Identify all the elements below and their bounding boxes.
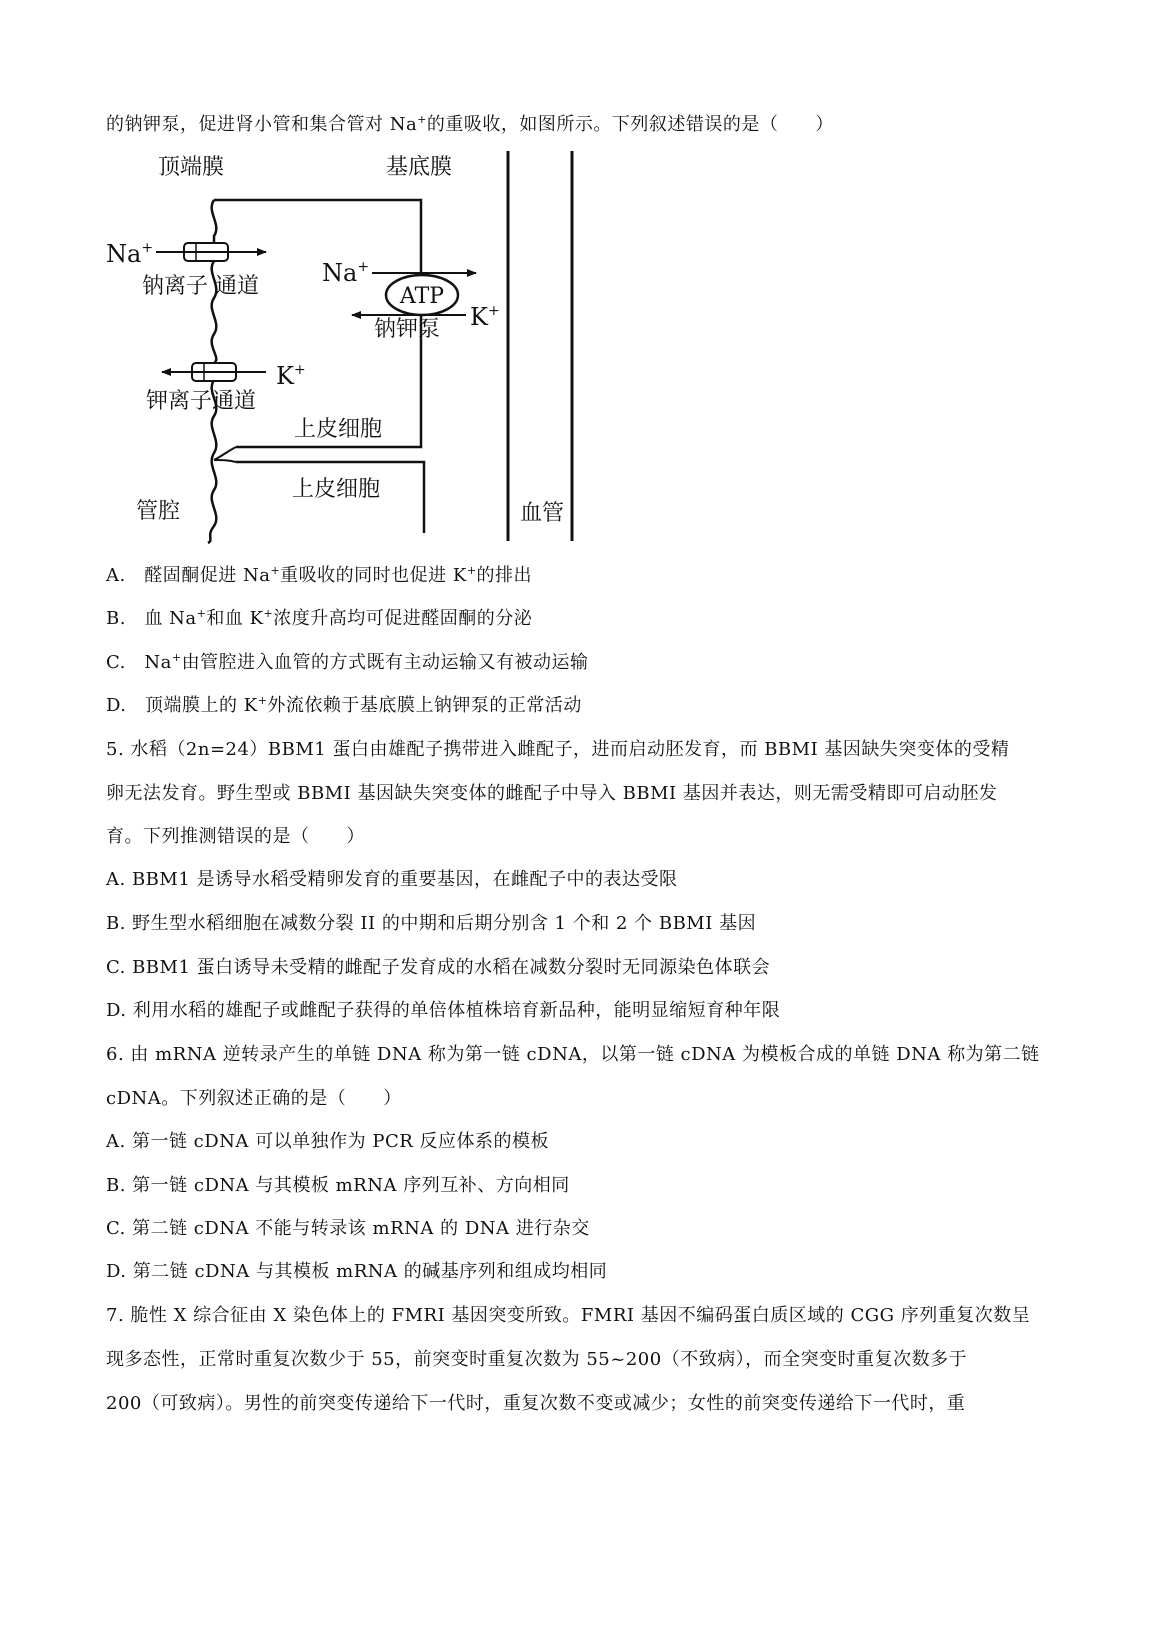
q6-stem-line: cDNA。下列叙述正确的是（ ）: [106, 1088, 402, 1109]
lumen-label: 管腔: [136, 499, 181, 524]
ion-transport-diagram: [96, 148, 596, 548]
q5-option-d[interactable]: D. 利用水稻的雄配子或雌配子获得的单倍体植株培育新品种，能明显缩短育种年限: [106, 1000, 781, 1021]
q5-stem-line: 5. 水稻（2n=24）BBM1 蛋白由雄配子携带进入雌配子，进而启动胚发育，而 BBMI 基因缺失突变体的受精: [106, 739, 1010, 760]
q5-option-c[interactable]: C. BBM1 蛋白诱导未受精的雌配子发育成的水稻在减数分裂时无同源染色体联会: [106, 957, 771, 978]
pump-k-label: K+: [470, 303, 500, 331]
intro-line: 的钠钾泵，促进肾小管和集合管对 Na+的重吸收，如图所示。下列叙述错误的是（ ）: [106, 113, 834, 135]
q6-stem-line: 6. 由 mRNA 逆转录产生的单链 DNA 称为第一链 cDNA，以第一链 cDNA 为模板合成的单链 DNA 称为第二链: [106, 1044, 1040, 1065]
q5-stem-line: 卵无法发育。野生型或 BBMI 基因缺失突变体的雌配子中导入 BBMI 基因并表达，则无需受精即可启动胚发: [106, 783, 998, 804]
epithelial-label-1: 上皮细胞: [294, 417, 383, 442]
apical-membrane-label: 顶端膜: [158, 155, 225, 180]
q5-option-a[interactable]: A. BBM1 是诱导水稻受精卵发育的重要基因，在雌配子中的表达受限: [106, 869, 678, 890]
pump-label: 钠钾泵: [374, 317, 441, 342]
q6-option-d[interactable]: D. 第二链 cDNA 与其模板 mRNA 的碱基序列和组成均相同: [106, 1261, 608, 1282]
q4-option-a[interactable]: A. 醛固酮促进 Na+重吸收的同时也促进 K+的排出: [106, 564, 533, 586]
q6-option-c[interactable]: C. 第二链 cDNA 不能与转录该 mRNA 的 DNA 进行杂交: [106, 1218, 590, 1239]
sodium-channel-label: 钠离子 通道: [142, 274, 259, 299]
cell-junction: [214, 447, 236, 462]
q5-option-b[interactable]: B. 野生型水稻细胞在减数分裂 II 的中期和后期分别含 1 个和 2 个 BBMI 基因: [106, 913, 757, 934]
na-left-label: Na+: [106, 240, 154, 268]
q5-stem-line: 育。下列推测错误的是（ ）: [106, 826, 365, 847]
k-channel-ion-label: K+: [276, 362, 306, 390]
atp-label: ATP: [399, 284, 445, 309]
q7-stem-line: 200（可致病）。男性的前突变传递给下一代时，重复次数不变或减少；女性的前突变传递给下一代时，重: [106, 1393, 966, 1414]
blood-vessel-label: 血管: [520, 501, 565, 526]
q4-option-c[interactable]: C. Na+由管腔进入血管的方式既有主动运输又有被动运输: [106, 651, 589, 673]
q4-option-b[interactable]: B. 血 Na+和血 K+浓度升高均可促进醛固酮的分泌: [106, 607, 533, 629]
q6-option-a[interactable]: A. 第一链 cDNA 可以单独作为 PCR 反应体系的模板: [106, 1131, 550, 1152]
epithelial-label-2: 上皮细胞: [292, 477, 381, 502]
q6-option-b[interactable]: B. 第一链 cDNA 与其模板 mRNA 序列互补、方向相同: [106, 1175, 570, 1196]
potassium-channel-label: 钾离子通道: [146, 389, 257, 414]
pump-na-label: Na+: [322, 259, 370, 287]
q7-stem-line: 7. 脆性 X 综合征由 X 染色体上的 FMRI 基因突变所致。FMRI 基因不编码蛋白质区域的 CGG 序列重复次数呈: [106, 1305, 1031, 1326]
basal-membrane-label: 基底膜: [386, 155, 453, 180]
q4-option-d[interactable]: D. 顶端膜上的 K+外流依赖于基底膜上钠钾泵的正常活动: [106, 694, 582, 716]
q7-stem-line: 现多态性，正常时重复次数少于 55，前突变时重复次数为 55~200（不致病），而全突变时重复次数多于: [106, 1349, 968, 1370]
